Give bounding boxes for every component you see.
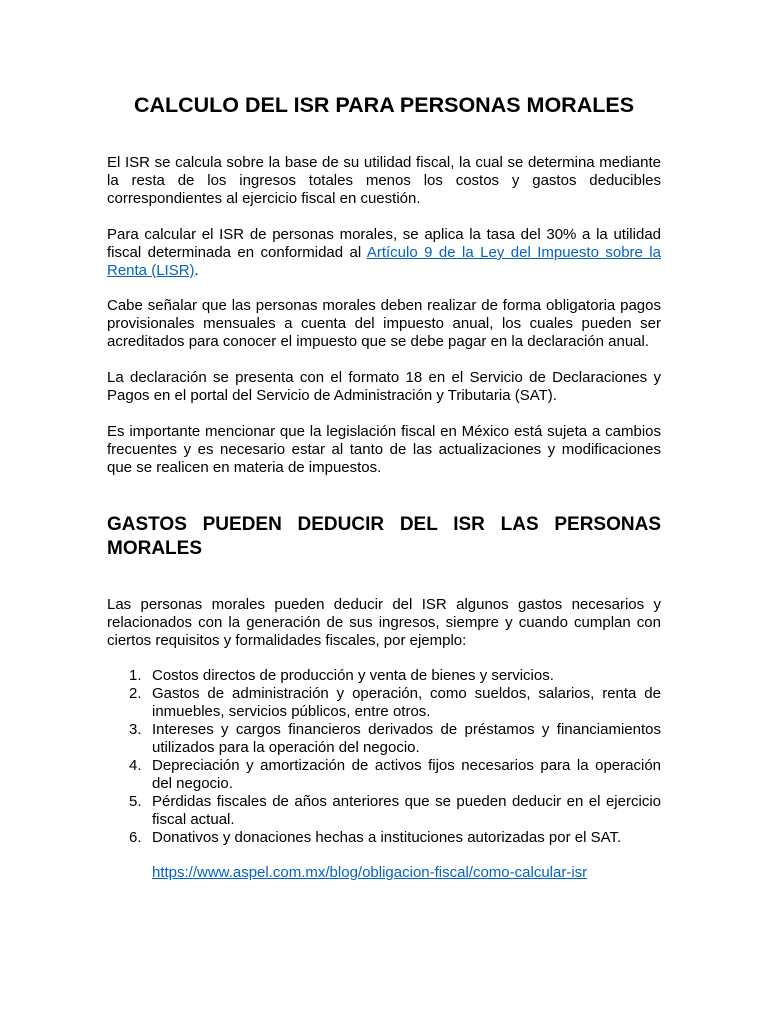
paragraph-tax-rate — [107, 226, 661, 280]
list-item-text: Donativos y donaciones hechas a instituciones autorizadas por el SAT. — [152, 829, 622, 846]
list-item-number: 1. — [129, 667, 142, 684]
list-item-number: 5. — [129, 793, 142, 810]
list-item-number: 3. — [129, 721, 142, 738]
list-item — [107, 829, 661, 847]
paragraph-provisional-payments: Cabe señalar que las personas morales deben realizar de forma obligatoria pagos provisionales mensuales a cuenta del impuesto anual, los cuales pueden ser acreditados para conocer el impuesto que se debe pagar en la declaración anual. — [107, 297, 661, 350]
deductible-expenses-list — [107, 667, 661, 847]
paragraph-declaration-format: La declaración se presenta con el formato 18 en el Servicio de Declaraciones y Pagos en el portal del Servicio de Administración y Tributaria (SAT). — [107, 369, 661, 404]
list-item — [107, 721, 661, 757]
list-item-number: 2. — [129, 685, 142, 702]
list-item-number: 4. — [129, 757, 142, 774]
source-url-link[interactable]: https://www.aspel.com.mx/blog/obligacion-fiscal/como-calcular-isr — [152, 864, 588, 881]
list-item — [107, 793, 661, 829]
paragraph-legislation-changes: Es importante mencionar que la legislación fiscal en México está sujeta a cambios frecuentes y es necesario estar al tanto de las actualizaciones y modificaciones que se realicen en materia de impuestos. — [107, 423, 661, 476]
paragraph-tax-rate-text: Para calcular el ISR de personas morales, se aplica la tasa del 30% a la utilidad fiscal determinada en conformidad al — [107, 226, 661, 261]
lisr-article-link[interactable]: Artículo 9 de la Ley del Impuesto sobre la Renta (LISR) — [107, 244, 661, 279]
document-title: CALCULO DEL ISR PARA PERSONAS MORALES — [133, 93, 635, 117]
list-item — [107, 757, 661, 793]
list-item-text: Intereses y cargos financieros derivados de préstamos y financiamientos utilizados para la operación del negocio. — [152, 721, 661, 756]
list-item-number: 6. — [129, 829, 142, 846]
list-item-text: Gastos de administración y operación, como sueldos, salarios, renta de inmuebles, servicios públicos, entre otros. — [152, 685, 661, 720]
list-item — [107, 685, 661, 721]
paragraph-tax-rate-end: . — [194, 262, 199, 279]
paragraph-isr-base: El ISR se calcula sobre la base de su utilidad fiscal, la cual se determina mediante la resta de los ingresos totales menos los costos y gastos deducibles correspondientes al ejercicio fiscal en cuestión. — [107, 154, 661, 207]
list-item-text: Costos directos de producción y venta de bienes y servicios. — [152, 667, 554, 684]
list-item — [107, 667, 661, 685]
paragraph-deductions-intro: Las personas morales pueden deducir del ISR algunos gastos necesarios y relacionados con la generación de sus ingresos, siempre y cuando cumplan con ciertos requisitos y formalidades fiscales, por ejemplo: — [107, 596, 661, 649]
list-item-text: Depreciación y amortización de activos fijos necesarios para la operación del negocio. — [152, 757, 661, 792]
section-heading-deductible-expenses: GASTOS PUEDEN DEDUCIR DEL ISR LAS PERSONAS MORALES — [107, 514, 661, 559]
list-item-text: Pérdidas fiscales de años anteriores que se pueden deducir en el ejercicio fiscal actual. — [152, 793, 661, 828]
